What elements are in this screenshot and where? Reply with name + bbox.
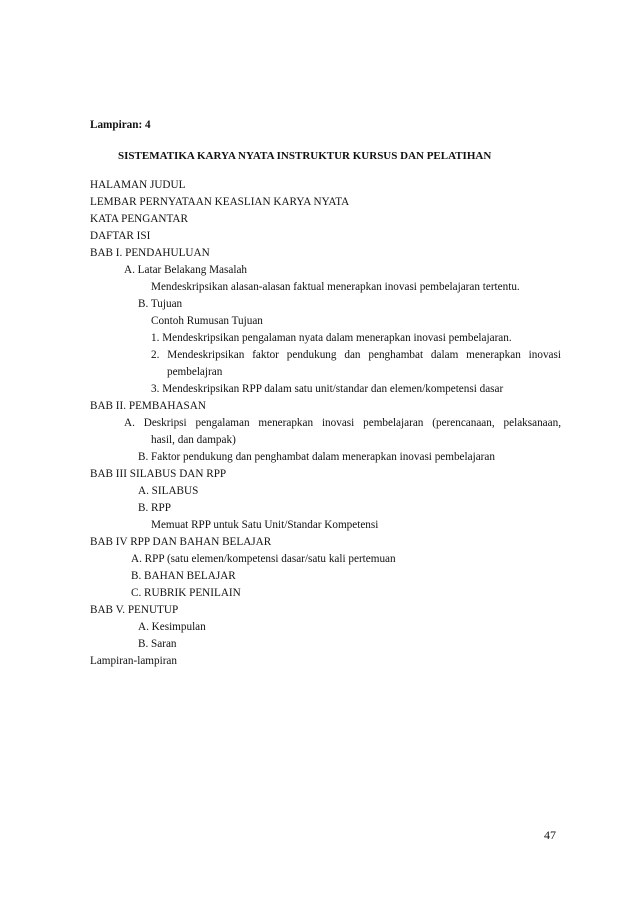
toc-line: B. RPP: [138, 502, 171, 514]
toc-line: 1. Mendeskripsikan pengalaman nyata dalam menerapkan inovasi pembelajaran.: [151, 332, 512, 344]
chapter-heading: BAB IV RPP DAN BAHAN BELAJAR: [90, 536, 272, 548]
toc-line: A. Deskripsi pengalaman menerapkan inovasi pembelajaran (perencanaan, pelaksanaan,: [124, 417, 561, 429]
toc-line: B. Faktor pendukung dan penghambat dalam menerapkan inovasi pembelajaran: [138, 451, 495, 463]
toc-line: B. Tujuan: [138, 298, 183, 310]
toc-line: hasil, dan dampak): [151, 434, 236, 446]
toc-line: DAFTAR ISI: [90, 230, 151, 242]
toc-line: B. Saran: [138, 638, 177, 650]
toc-line: Contoh Rumusan Tujuan: [151, 315, 263, 327]
toc-line: Mendeskripsikan alasan-alasan faktual menerapkan inovasi pembelajaran tertentu.: [151, 281, 520, 293]
page-number: 47: [544, 828, 556, 842]
chapter-heading: BAB V. PENUTUP: [90, 604, 179, 616]
toc-line: HALAMAN JUDUL: [90, 179, 186, 191]
toc-line: B. BAHAN BELAJAR: [131, 570, 236, 582]
toc-line: LEMBAR PERNYATAAN KEASLIAN KARYA NYATA: [90, 196, 350, 208]
chapter-heading: BAB III SILABUS DAN RPP: [90, 468, 227, 480]
toc-line: 3. Mendeskripsikan RPP dalam satu unit/standar dan elemen/kompetensi dasar: [151, 383, 504, 395]
toc-line: KATA PENGANTAR: [90, 213, 188, 225]
toc-line: pembelajran: [167, 366, 223, 378]
toc-line: 2. Mendeskripsikan faktor pendukung dan penghambat dalam menerapkan inovasi: [151, 349, 561, 361]
toc-line: Lampiran-lampiran: [90, 655, 177, 667]
chapter-heading: BAB I. PENDAHULUAN: [90, 247, 210, 259]
toc-line: A. Kesimpulan: [138, 621, 206, 633]
toc-line: Memuat RPP untuk Satu Unit/Standar Kompetensi: [151, 519, 379, 531]
toc-line: A. Latar Belakang Masalah: [124, 264, 248, 276]
appendix-label: Lampiran: 4: [90, 119, 151, 131]
chapter-heading: BAB II. PEMBAHASAN: [90, 400, 206, 412]
toc-line: A. RPP (satu elemen/kompetensi dasar/satu kali pertemuan: [131, 553, 396, 565]
toc-line: C. RUBRIK PENILAIN: [131, 587, 241, 599]
document-title: SISTEMATIKA KARYA NYATA INSTRUKTUR KURSUS DAN PELATIHAN: [118, 150, 492, 162]
toc-line: A. SILABUS: [138, 485, 199, 497]
